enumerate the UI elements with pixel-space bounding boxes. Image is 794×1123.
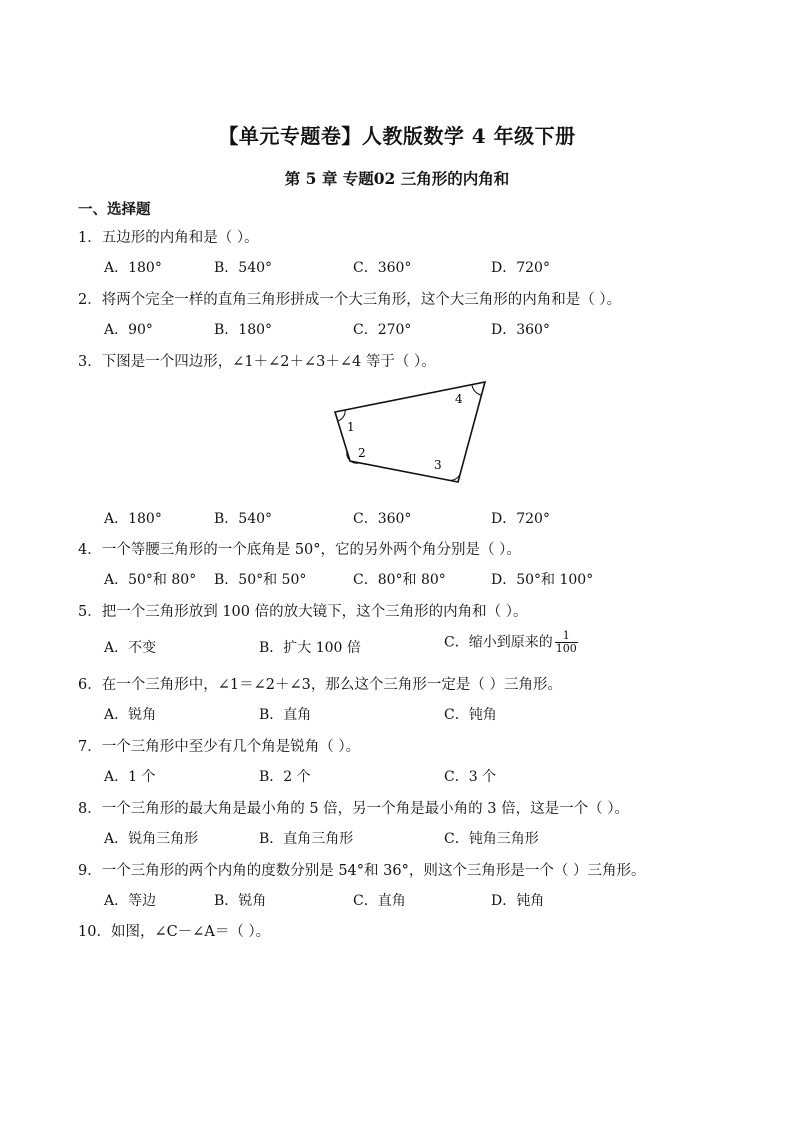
section-heading: 一、选择题 xyxy=(78,201,151,218)
question-6-stem: 6．在一个三角形中，∠1＝∠2＋∠3，那么这个三角形一定是（ ）三角形。 xyxy=(78,677,562,693)
question-5-option-c-text: C．缩小到原来的 xyxy=(444,634,553,651)
question-5-option-a[interactable]: A．不变 xyxy=(104,640,157,656)
question-1-option-b[interactable]: B．540° xyxy=(214,260,273,276)
question-8-option-c[interactable]: C．钝角三角形 xyxy=(444,831,539,847)
page-subtitle: 第 5 章 专题02 三角形的内角和 xyxy=(284,169,510,188)
fraction-one-hundredth xyxy=(555,630,578,655)
question-6-option-c[interactable]: C．钝角 xyxy=(444,707,497,723)
angle-2-label: 2 xyxy=(358,446,366,460)
question-3-stem: 3．下图是一个四边形，∠1＋∠2＋∠3＋∠4 等于（ ）。 xyxy=(78,354,436,370)
question-8-option-a[interactable]: A．锐角三角形 xyxy=(104,831,199,847)
question-2-option-b[interactable]: B．180° xyxy=(214,322,273,338)
question-4-option-a[interactable]: A．50°和 80° xyxy=(104,572,197,588)
quadrilateral-figure xyxy=(320,372,490,487)
question-2-option-a[interactable]: A．90° xyxy=(104,322,153,338)
question-8-option-b[interactable]: B．直角三角形 xyxy=(259,831,354,847)
question-7-option-b[interactable]: B．2 个 xyxy=(259,769,311,785)
angle-1-label: 1 xyxy=(347,420,355,434)
question-2-option-d[interactable]: D．360° xyxy=(491,322,550,338)
question-5-stem: 5．把一个三角形放到 100 倍的放大镜下，这个三角形的内角和（ ）。 xyxy=(78,604,528,620)
question-2-option-c[interactable]: C．270° xyxy=(353,322,412,338)
question-9-option-d[interactable]: D．钝角 xyxy=(491,893,545,909)
question-4-option-d[interactable]: D．50°和 100° xyxy=(491,572,594,588)
angle-4-label: 4 xyxy=(455,392,463,406)
question-7-stem: 7．一个三角形中至少有几个角是锐角（ ）。 xyxy=(78,739,361,755)
fraction-numerator: 1 xyxy=(555,630,578,643)
question-6-option-a[interactable]: A．锐角 xyxy=(104,707,157,723)
question-3-option-b[interactable]: B．540° xyxy=(214,511,273,527)
fraction-denominator: 100 xyxy=(555,642,577,655)
question-5-option-b[interactable]: B．扩大 100 倍 xyxy=(259,640,361,656)
question-9-option-b[interactable]: B．锐角 xyxy=(214,893,267,909)
question-1-option-a[interactable]: A．180° xyxy=(104,260,162,276)
question-4-stem: 4．一个等腰三角形的一个底角是 50°，它的另外两个角分别是（ ）。 xyxy=(78,542,521,558)
question-4-option-c[interactable]: C．80°和 80° xyxy=(353,572,446,588)
question-3-option-d[interactable]: D．720° xyxy=(491,511,550,527)
question-2-stem: 2．将两个完全一样的直角三角形拼成一个大三角形，这个大三角形的内角和是（ ）。 xyxy=(78,292,622,308)
question-4-option-b[interactable]: B．50°和 50° xyxy=(214,572,307,588)
angle-4-arc xyxy=(472,385,481,395)
question-1-option-d[interactable]: D．720° xyxy=(491,260,550,276)
question-3-option-c[interactable]: C．360° xyxy=(353,511,412,527)
angle-3-label: 3 xyxy=(434,458,442,472)
question-3-option-a[interactable]: A．180° xyxy=(104,511,162,527)
question-9-stem: 9．一个三角形的两个内角的度数分别是 54°和 36°，则这个三角形是一个（ ）三角形。 xyxy=(78,863,646,879)
question-9-option-a[interactable]: A．等边 xyxy=(104,893,157,909)
question-7-option-c[interactable]: C．3 个 xyxy=(444,769,497,785)
question-1-stem: 1．五边形的内角和是（ ）。 xyxy=(78,230,259,246)
question-1-option-c[interactable]: C．360° xyxy=(353,260,412,276)
question-7-option-a[interactable]: A．1 个 xyxy=(104,769,156,785)
question-8-stem: 8．一个三角形的最大角是最小角的 5 倍，另一个角是最小角的 3 倍，这是一个（ ）。 xyxy=(78,801,629,817)
page-title: 【单元专题卷】人教版数学 4 年级下册 xyxy=(218,124,576,148)
question-9-option-c[interactable]: C．直角 xyxy=(353,893,406,909)
question-5-option-c[interactable] xyxy=(444,630,578,655)
question-6-option-b[interactable]: B．直角 xyxy=(259,707,312,723)
question-10-stem: 10．如图，∠C－∠A＝（ ）。 xyxy=(78,924,271,940)
